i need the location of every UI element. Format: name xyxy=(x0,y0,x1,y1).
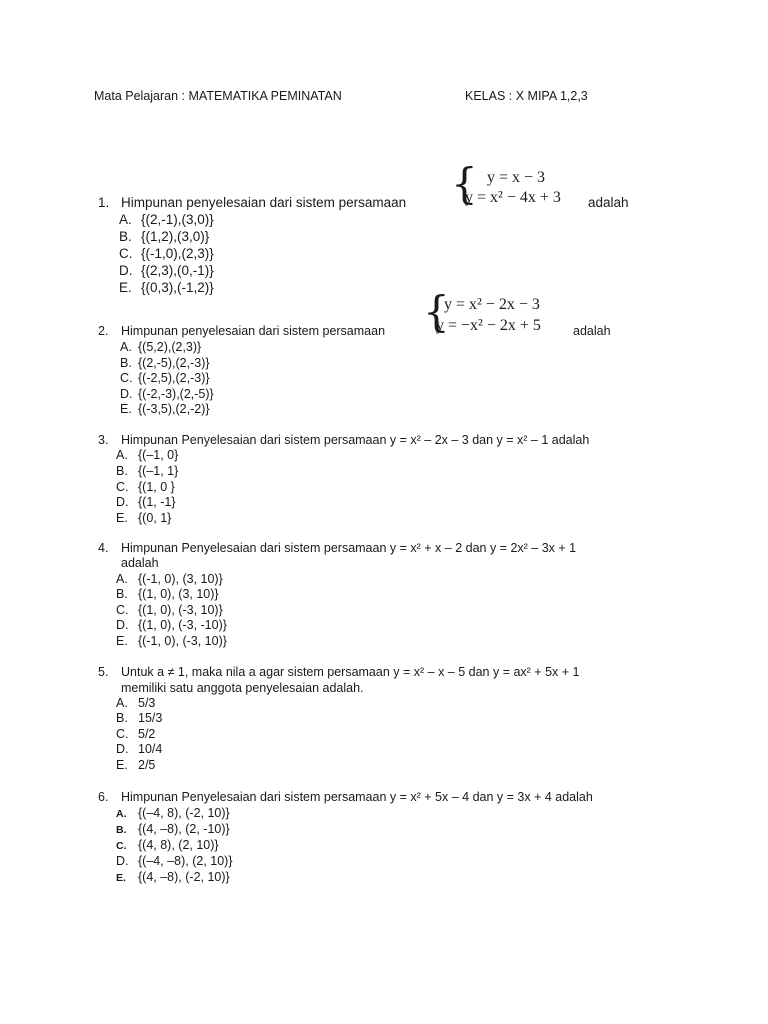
option-a[interactable]: A. {(5,2),(2,3)} xyxy=(120,340,202,354)
option-a[interactable]: A. {(-1, 0), (3, 10)} xyxy=(116,572,223,586)
question-number: 4. xyxy=(98,541,109,555)
option-b[interactable]: B. {(–1, 1} xyxy=(116,464,179,478)
option-c[interactable]: C. {(-1,0),(2,3)} xyxy=(119,246,214,261)
option-c[interactable]: C. {(1, 0 } xyxy=(116,480,175,494)
option-e[interactable]: E. 2/5 xyxy=(116,758,156,772)
option-e[interactable]: E. {(0,3),(-1,2)} xyxy=(119,280,214,295)
question-text-continued: adalah xyxy=(121,556,159,570)
question-suffix: adalah xyxy=(573,324,611,338)
option-a[interactable]: A. {(2,-1),(3,0)} xyxy=(119,212,214,227)
question-number: 1. xyxy=(98,195,110,210)
question-number: 3. xyxy=(98,433,109,447)
option-a[interactable]: A. {(–4, 8), (-2, 10)} xyxy=(116,806,230,820)
class-header: KELAS : X MIPA 1,2,3 xyxy=(465,89,588,103)
question-text: Himpunan Penyelesaian dari sistem persamaan y = x² + 5x – 4 dan y = 3x + 4 adalah xyxy=(121,790,593,804)
option-d[interactable]: D. {(2,3),(0,-1)} xyxy=(119,263,214,278)
option-d[interactable]: D. 10/4 xyxy=(116,742,163,756)
option-b[interactable]: B. {(1, 0), (3, 10)} xyxy=(116,587,219,601)
option-b[interactable]: B. 15/3 xyxy=(116,711,163,725)
question-text: Himpunan Penyelesaian dari sistem persamaan y = x² – 2x – 3 dan y = x² – 1 adalah xyxy=(121,433,590,447)
subject-header: Mata Pelajaran : MATEMATIKA PEMINATAN xyxy=(94,89,342,103)
equation-1: y = x − 3 xyxy=(487,169,546,186)
system-brace: { xyxy=(423,287,450,336)
option-d[interactable]: D. {(1, -1} xyxy=(116,495,176,509)
option-e[interactable]: E. {(-3,5),(2,-2)} xyxy=(120,402,210,416)
option-a[interactable]: A. 5/3 xyxy=(116,696,156,710)
question-text: Himpunan Penyelesaian dari sistem persamaan y = x² + x – 2 dan y = 2x² – 3x + 1 xyxy=(121,541,577,555)
question-number: 2. xyxy=(98,324,109,338)
question-text: Himpunan penyelesaian dari sistem persamaan xyxy=(121,195,407,210)
option-c[interactable]: C. {(1, 0), (-3, 10)} xyxy=(116,603,223,617)
question-number: 5. xyxy=(98,665,109,679)
question-suffix: adalah xyxy=(588,195,629,210)
option-b[interactable]: B. {(2,-5),(2,-3)} xyxy=(120,356,210,370)
equation-1: y = x² − 2x − 3 xyxy=(444,296,540,313)
option-c[interactable]: C. {(4, 8), (2, 10)} xyxy=(116,838,219,852)
equation-2: y = x² − 4x + 3 xyxy=(465,189,561,206)
option-a[interactable]: A. {(–1, 0} xyxy=(116,448,179,462)
question-text-continued: memiliki satu anggota penyelesaian adalah. xyxy=(121,681,364,695)
option-b[interactable]: B. {(4, –8), (2, -10)} xyxy=(116,822,230,836)
option-d[interactable]: D. {(–4, –8), (2, 10)} xyxy=(116,854,233,868)
option-c[interactable]: C. {(-2,5),(2,-3)} xyxy=(120,371,210,385)
option-b[interactable]: B. {(1,2),(3,0)} xyxy=(119,229,210,244)
system-brace: { xyxy=(451,159,478,208)
option-c[interactable]: C. 5/2 xyxy=(116,727,156,741)
question-number: 6. xyxy=(98,790,109,804)
option-e[interactable]: E. {(0, 1} xyxy=(116,511,172,525)
option-d[interactable]: D. {(-2,-3),(2,-5)} xyxy=(120,387,214,401)
option-e[interactable]: E. {(4, –8), (-2, 10)} xyxy=(116,870,230,884)
option-d[interactable]: D. {(1, 0), (-3, -10)} xyxy=(116,618,227,632)
question-text: Himpunan penyelesaian dari sistem persamaan xyxy=(121,324,386,338)
question-text: Untuk a ≠ 1, maka nila a agar sistem persamaan y = x² – x – 5 dan y = ax² + 5x + 1 xyxy=(121,665,580,679)
equation-2: y = −x² − 2x + 5 xyxy=(436,317,541,334)
option-e[interactable]: E. {(-1, 0), (-3, 10)} xyxy=(116,634,227,648)
